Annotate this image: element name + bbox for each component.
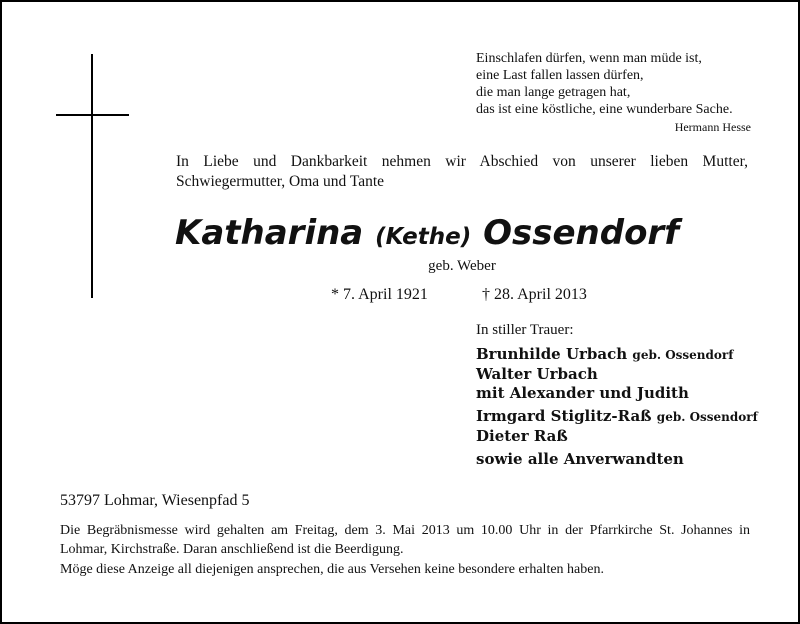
mourner-entry <box>476 427 776 446</box>
mourner-entry <box>476 365 776 384</box>
mourner-name: Dieter Raß <box>476 427 568 445</box>
mourner-entry <box>476 450 776 469</box>
poem-line: die man lange getragen hat, <box>476 85 631 100</box>
poem-line: das ist eine köstliche, eine wunderbare Sache. <box>476 102 733 117</box>
poem-line: Einschlafen dürfen, wenn man müde ist, <box>476 51 702 66</box>
mourner-entry <box>476 345 776 365</box>
mourners-list <box>476 322 776 469</box>
mass-notice-line: Lohmar, Kirchstraße. Daran anschließend ist die Beerdigung. <box>60 542 404 557</box>
deceased-first-name: Katharina <box>174 213 364 253</box>
mass-notice-line: Die Begräbnismesse wird gehalten am Freitag, dem 3. Mai 2013 um 10.00 Uhr in der Pfarrkirche St. Johannes in <box>60 523 750 538</box>
mourner-entry <box>476 407 776 427</box>
mourner-note: geb. Ossendorf <box>632 348 734 362</box>
cross-icon-bar <box>56 114 129 116</box>
cross-icon <box>91 54 93 298</box>
mourner-note: geb. Ossendorf <box>656 410 758 424</box>
birth-date: * 7. April 1921 <box>331 286 428 303</box>
mourner-name: Irmgard Stiglitz-Raß <box>476 407 652 425</box>
mourner-name: Walter Urbach <box>476 365 598 383</box>
intro-line: In Liebe und Dankbarkeit nehmen wir Abschied von unserer lieben Mutter, <box>176 153 748 170</box>
family-address: 53797 Lohmar, Wiesenpfad 5 <box>60 492 250 509</box>
mourner-name: sowie alle Anverwandten <box>476 450 684 468</box>
closing-note: Möge diese Anzeige all diejenigen ansprechen, die aus Versehen keine besondere erhalten haben. <box>60 562 604 577</box>
deceased-last-name: Ossendorf <box>483 213 679 253</box>
death-date: † 28. April 2013 <box>482 286 587 303</box>
deceased-name <box>132 210 722 260</box>
poem-quote <box>476 50 751 136</box>
intro-line: Schwiegermutter, Oma und Tante <box>176 173 385 190</box>
poem-line: eine Last fallen lassen dürfen, <box>476 68 644 83</box>
mourner-name: mit Alexander und Judith <box>476 384 689 402</box>
mourner-name: Brunhilde Urbach <box>476 345 628 363</box>
deceased-nickname: (Kethe) <box>375 224 472 250</box>
poem-author: Hermann Hesse <box>674 120 751 134</box>
mass-notice <box>60 521 750 559</box>
mourner-entry <box>476 384 776 403</box>
maiden-name: geb. Weber <box>428 258 496 274</box>
mourners-heading: In stiller Trauer: <box>476 322 574 338</box>
intro-text <box>176 152 748 192</box>
